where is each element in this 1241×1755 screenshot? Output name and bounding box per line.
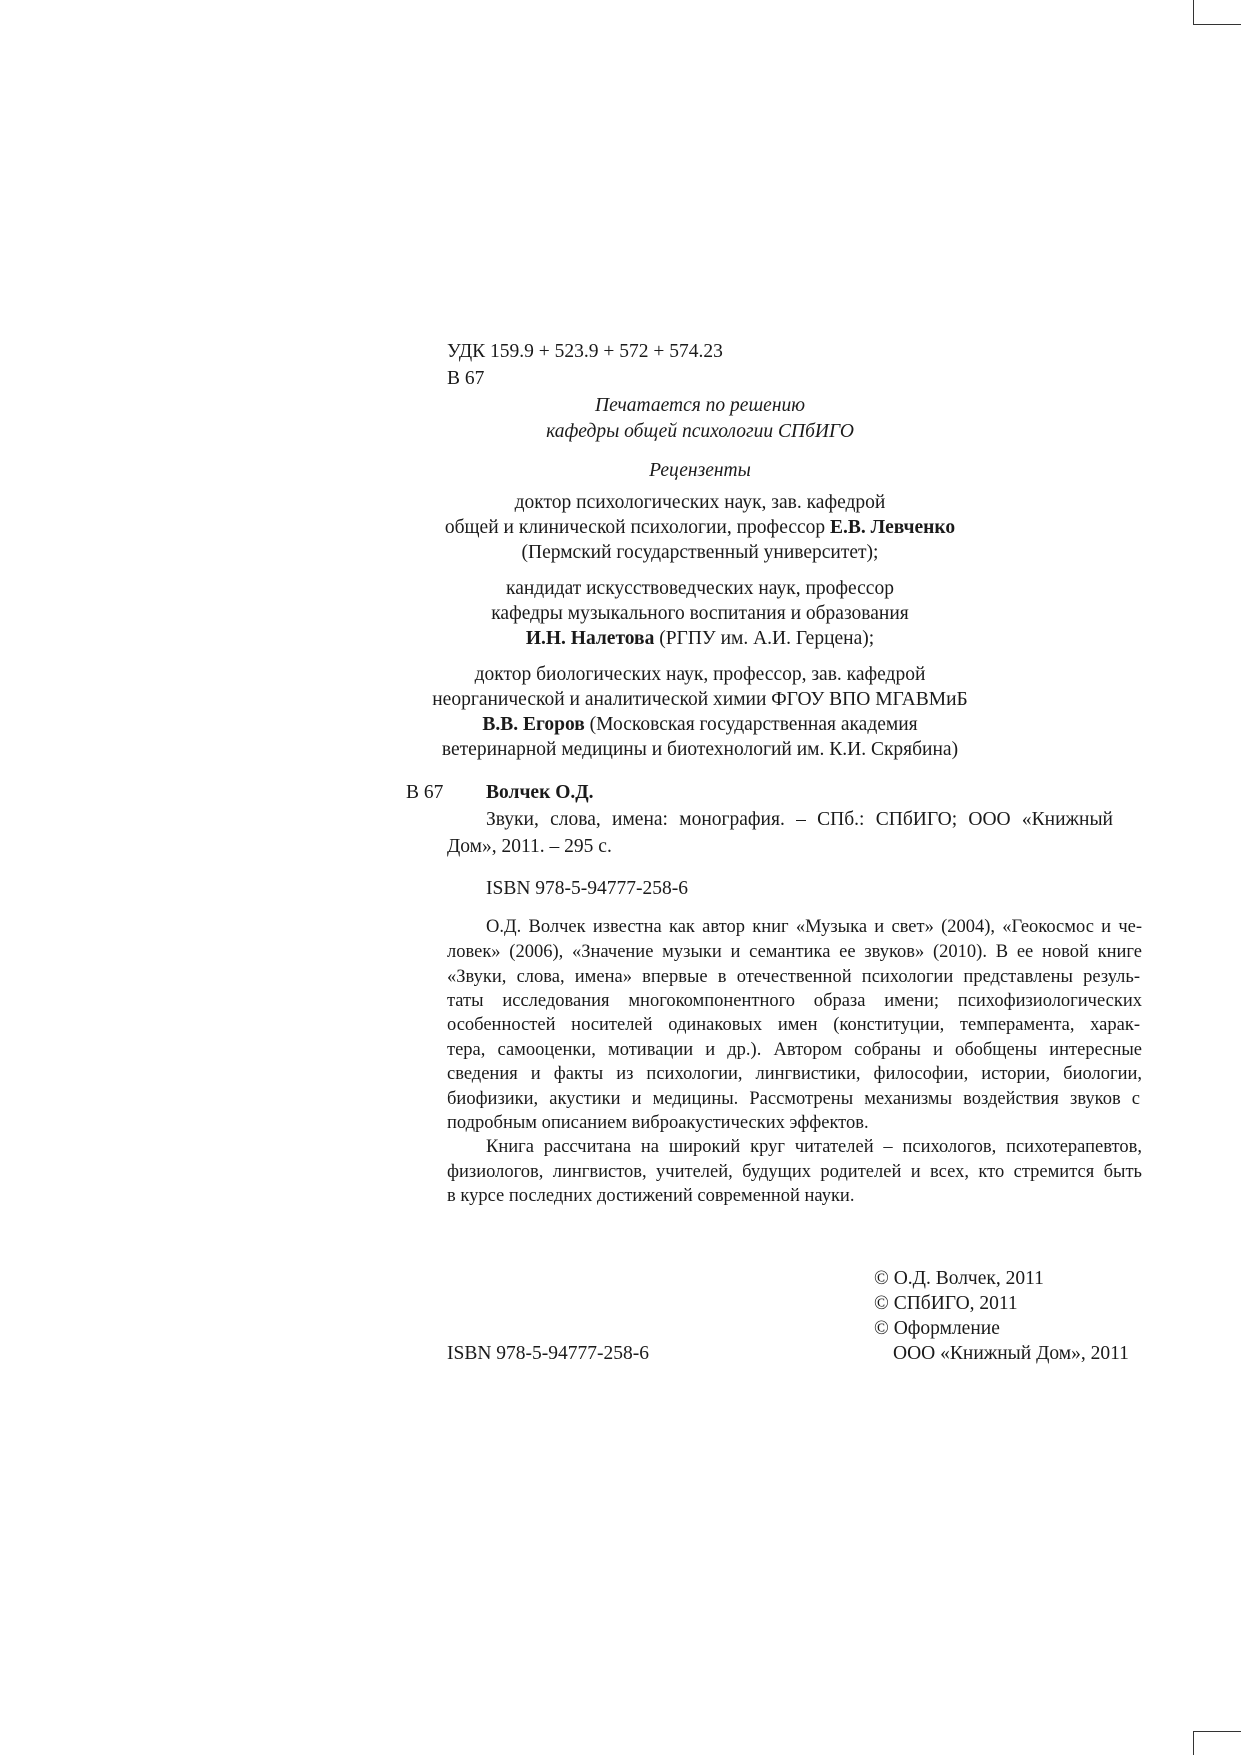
- copyright-design-holder: ООО «Книжный Дом», 2011: [893, 1343, 1129, 1364]
- crop-mark-bottom-horizontal: [1193, 1731, 1241, 1732]
- copyright-publisher: © СПбИГО, 2011: [874, 1293, 1018, 1314]
- entry-isbn: ISBN 978-5-94777-258-6: [486, 878, 689, 899]
- copyright-author: © О.Д. Волчек, 2011: [874, 1268, 1044, 1289]
- reviewer-2-line-1: кандидат искусствоведческих наук, профессор: [506, 578, 894, 599]
- abstract-line-10: Книга рассчитана на широкий круг читателей – психологов, психотерапевтов,: [486, 1137, 1142, 1157]
- abstract-line-5: особенностей носителей одинаковых имен (конституции, темперамента, харак-: [447, 1015, 1140, 1035]
- abstract-line-11: физиологов, лингвистов, учителей, будущих родителей и всех, кто стремится быть: [447, 1162, 1142, 1182]
- reviewer-1-line-2: общей и клинической психологии, профессор Е.В. Левченко: [444, 517, 956, 538]
- reviewer-3-line-2: неорганической и аналитической химии ФГОУ ВПО МГАВМиБ: [432, 689, 968, 710]
- bbk-code: В 67: [447, 368, 485, 389]
- reviewer-1-name: Е.В. Левченко: [830, 517, 956, 538]
- reviewer-3-line-1: доктор биологических наук, профессор, зав. кафедрой: [474, 664, 926, 685]
- crop-mark-top-horizontal: [1193, 24, 1241, 25]
- printed-by-line-1: Печатается по решению: [594, 395, 805, 416]
- reviewer-3-line-4: ветеринарной медицины и биотехнологий им. К.И. Скрябина): [441, 739, 959, 760]
- abstract-line-6: тера, самооценки, мотивации и др.). Автором собраны и обобщены интересные: [447, 1040, 1142, 1060]
- abstract-line-2: ловек» (2006), «Значение музыки и семантика ее звуков» (2010). В ее новой книге: [447, 942, 1142, 962]
- abstract-line-1: О.Д. Волчек известна как автор книг «Музыка и свет» (2004), «Геокосмос и че-: [486, 917, 1142, 937]
- reviewers-heading: Рецензенты: [649, 460, 751, 481]
- printed-by-line-2: кафедры общей психологии СПбИГО: [546, 421, 854, 442]
- entry-title-line-2: Дом», 2011. – 295 с.: [447, 836, 612, 857]
- reviewer-2-line-3: И.Н. Налетова (РГПУ им. А.И. Герцена);: [525, 628, 875, 649]
- reviewer-2-line-2: кафедры музыкального воспитания и образования: [491, 603, 909, 624]
- footer-isbn: ISBN 978-5-94777-258-6: [447, 1343, 650, 1364]
- reviewer-3-name: В.В. Егоров: [482, 714, 585, 735]
- reviewer-1-line-1: доктор психологических наук, зав. кафедрой: [514, 492, 886, 513]
- crop-mark-top-vertical: [1193, 0, 1194, 24]
- abstract-line-7: сведения и факты из психологии, лингвистики, философии, истории, биологии,: [447, 1064, 1142, 1084]
- abstract-line-4: таты исследования многокомпонентного образа имени; психофизиологических: [447, 991, 1142, 1011]
- abstract-line-8: биофизики, акустики и медицины. Рассмотрены механизмы воздействия звуков с: [447, 1089, 1140, 1109]
- udk-code: УДК 159.9 + 523.9 + 572 + 574.23: [447, 341, 723, 362]
- entry-title-line-1: Звуки, слова, имена: монография. – СПб.: СПбИГО; ООО «Книжный: [486, 809, 1113, 830]
- entry-code: В 67: [406, 782, 444, 803]
- reviewer-3-line-3: В.В. Егоров (Московская государственная академия: [482, 714, 918, 735]
- entry-author: Волчек О.Д.: [486, 782, 594, 803]
- abstract-line-9: подробным описанием виброакустических эффектов.: [447, 1113, 869, 1133]
- reviewer-1-line-3: (Пермский государственный университет);: [521, 542, 879, 563]
- abstract-line-12: в курсе последних достижений современной науки.: [447, 1186, 855, 1206]
- abstract-line-3: «Звуки, слова, имена» впервые в отечественной психологии представлены резуль-: [447, 967, 1140, 987]
- copyright-design: © Оформление: [874, 1318, 1000, 1339]
- crop-mark-bottom-vertical: [1193, 1731, 1194, 1755]
- reviewer-2-name: И.Н. Налетова: [525, 628, 655, 649]
